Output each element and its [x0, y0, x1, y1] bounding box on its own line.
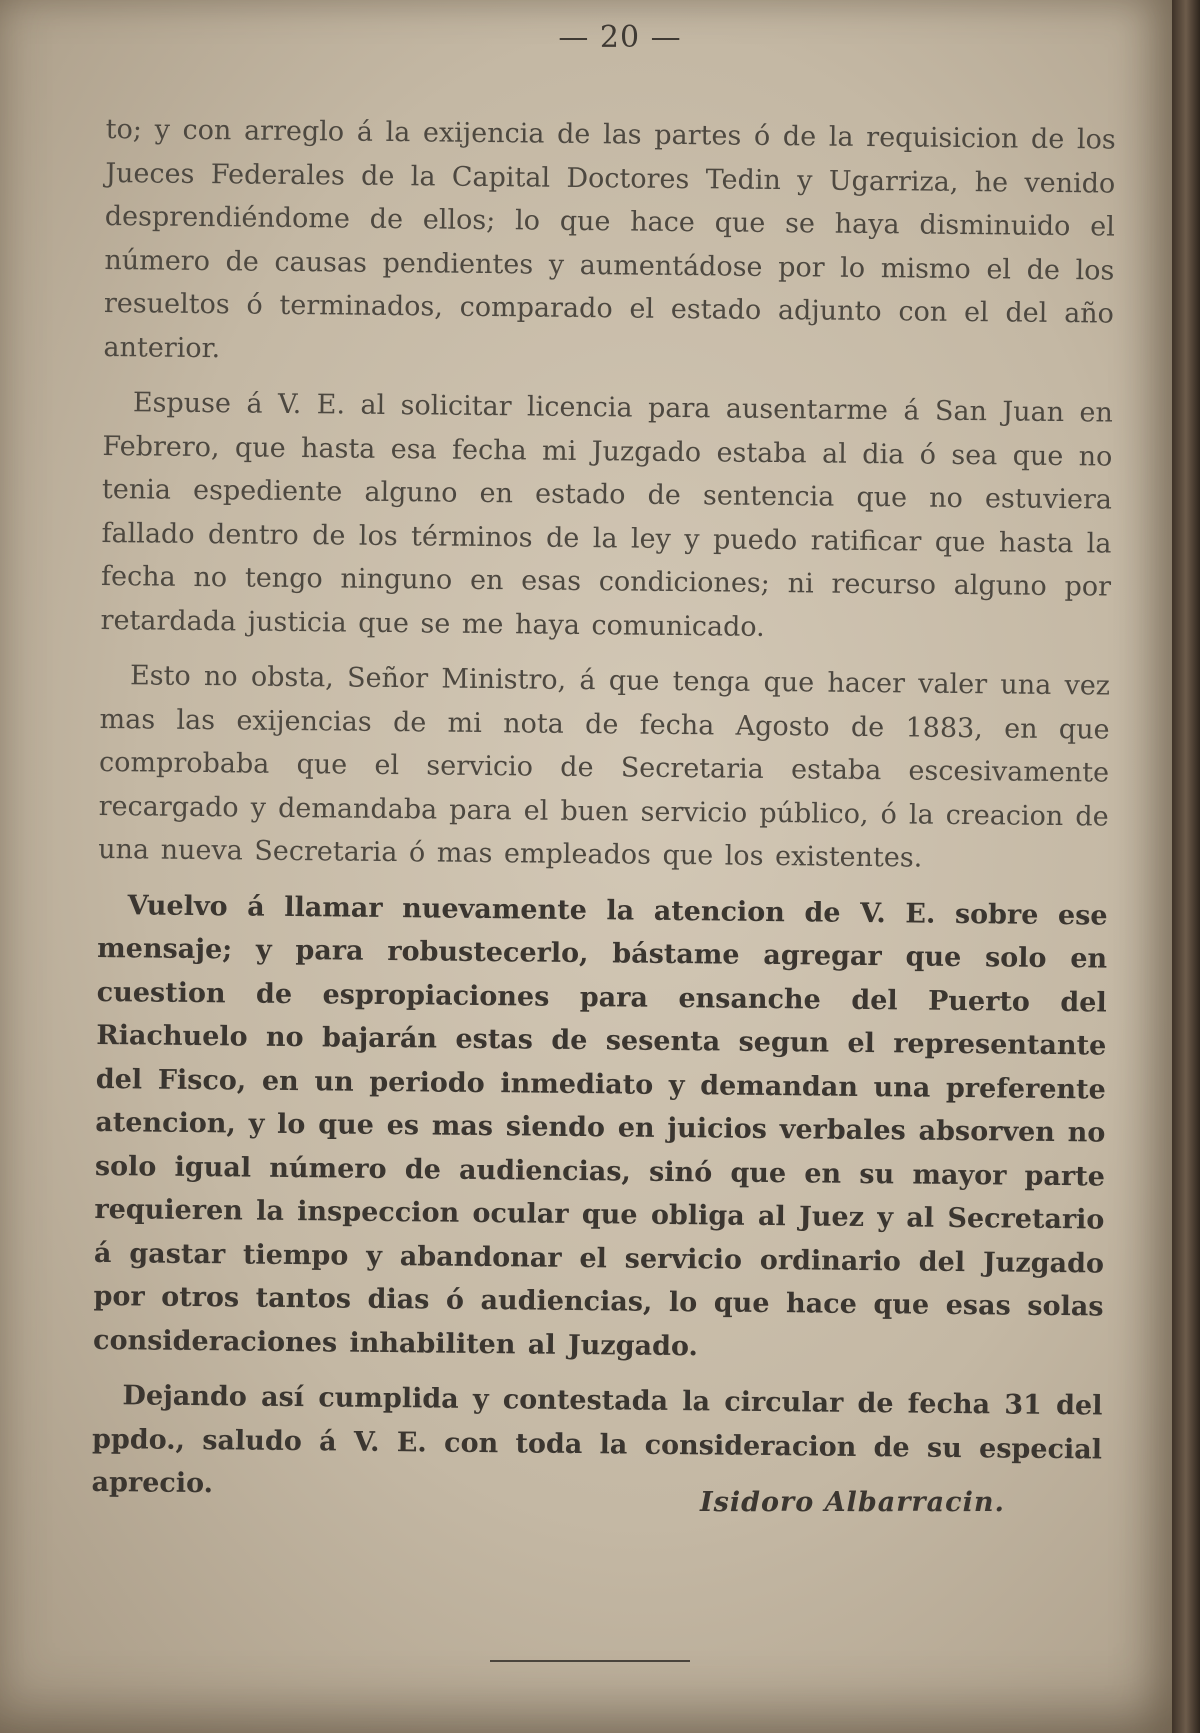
paragraph-5: Dejando así cumplida y contestada la circular de fecha 31 del ppdo., saludo á V. E. con toda la consideracion de su especial aprecio.	[91, 1380, 1103, 1500]
signature: Isidoro Albarracin.	[700, 1487, 1005, 1518]
paragraph-4: Vuelvo á llamar nuevamente la atencion de V. E. sobre ese mensaje; y para robustecerlo, bástame agregar que solo en cuestion de espropiaciones para ensanche del Puerto del Riachuelo no bajarán estas de sesenta segun el representante del Fisco, en un periodo inmediato y demandan una preferente atencion, y lo que es mas siendo en juicios verbales absorven no solo igual número de audiencias, sinó que en su mayor parte requieren la inspeccion ocular que obliga al Juez y al Secretario á gastar tiempo y abandonar el servicio ordinario del Juzgado por otros tantos dias ó audiencias, lo que hace que esas solas consideraciones inhabiliten al Juzgado.	[92, 889, 1108, 1362]
paragraph-3: Esto no obsta, Señor Ministro, á que tenga que hacer valer una vez mas las exijencias de mi nota de fecha Agosto de 1883, en que comprobaba que el servicio de Secretaria estaba escesivamente recargado y demandaba para el buen servicio público, ó la creacion de una nueva Secretaria ó mas empleados que los existentes.	[98, 660, 1111, 874]
paragraph-1: to; y con arreglo á la exijencia de las partes ó de la requisicion de los Jueces Federales de la Capital Doctores Tedin y Ugarriza, he venido desprendiéndome de ellos; lo que hace que se haya disminuido el número de causas pendientes y aumentádose por lo mismo el de los resueltos ó terminados, comparado el estado adjunto con el del año anterior.	[103, 113, 1116, 364]
body-text	[91, 108, 1116, 1527]
book-gutter-edge	[1172, 0, 1200, 1733]
paragraph-2: Espuse á V. E. al solicitar licencia para ausentarme á San Juan en Febrero, que hasta esa fecha mi Juzgado estaba al dia ó sea que no tenia espediente alguno en estado de sentencia que no estuviera fallado dentro de los términos de la ley y puedo ratificar que hasta la fecha no tengo ninguno en esas condiciones; ni recurso alguno por retardada justicia que se me haya comunicado.	[100, 387, 1114, 643]
page-number: — 20 —	[558, 20, 682, 55]
closing-rule	[490, 1660, 690, 1662]
